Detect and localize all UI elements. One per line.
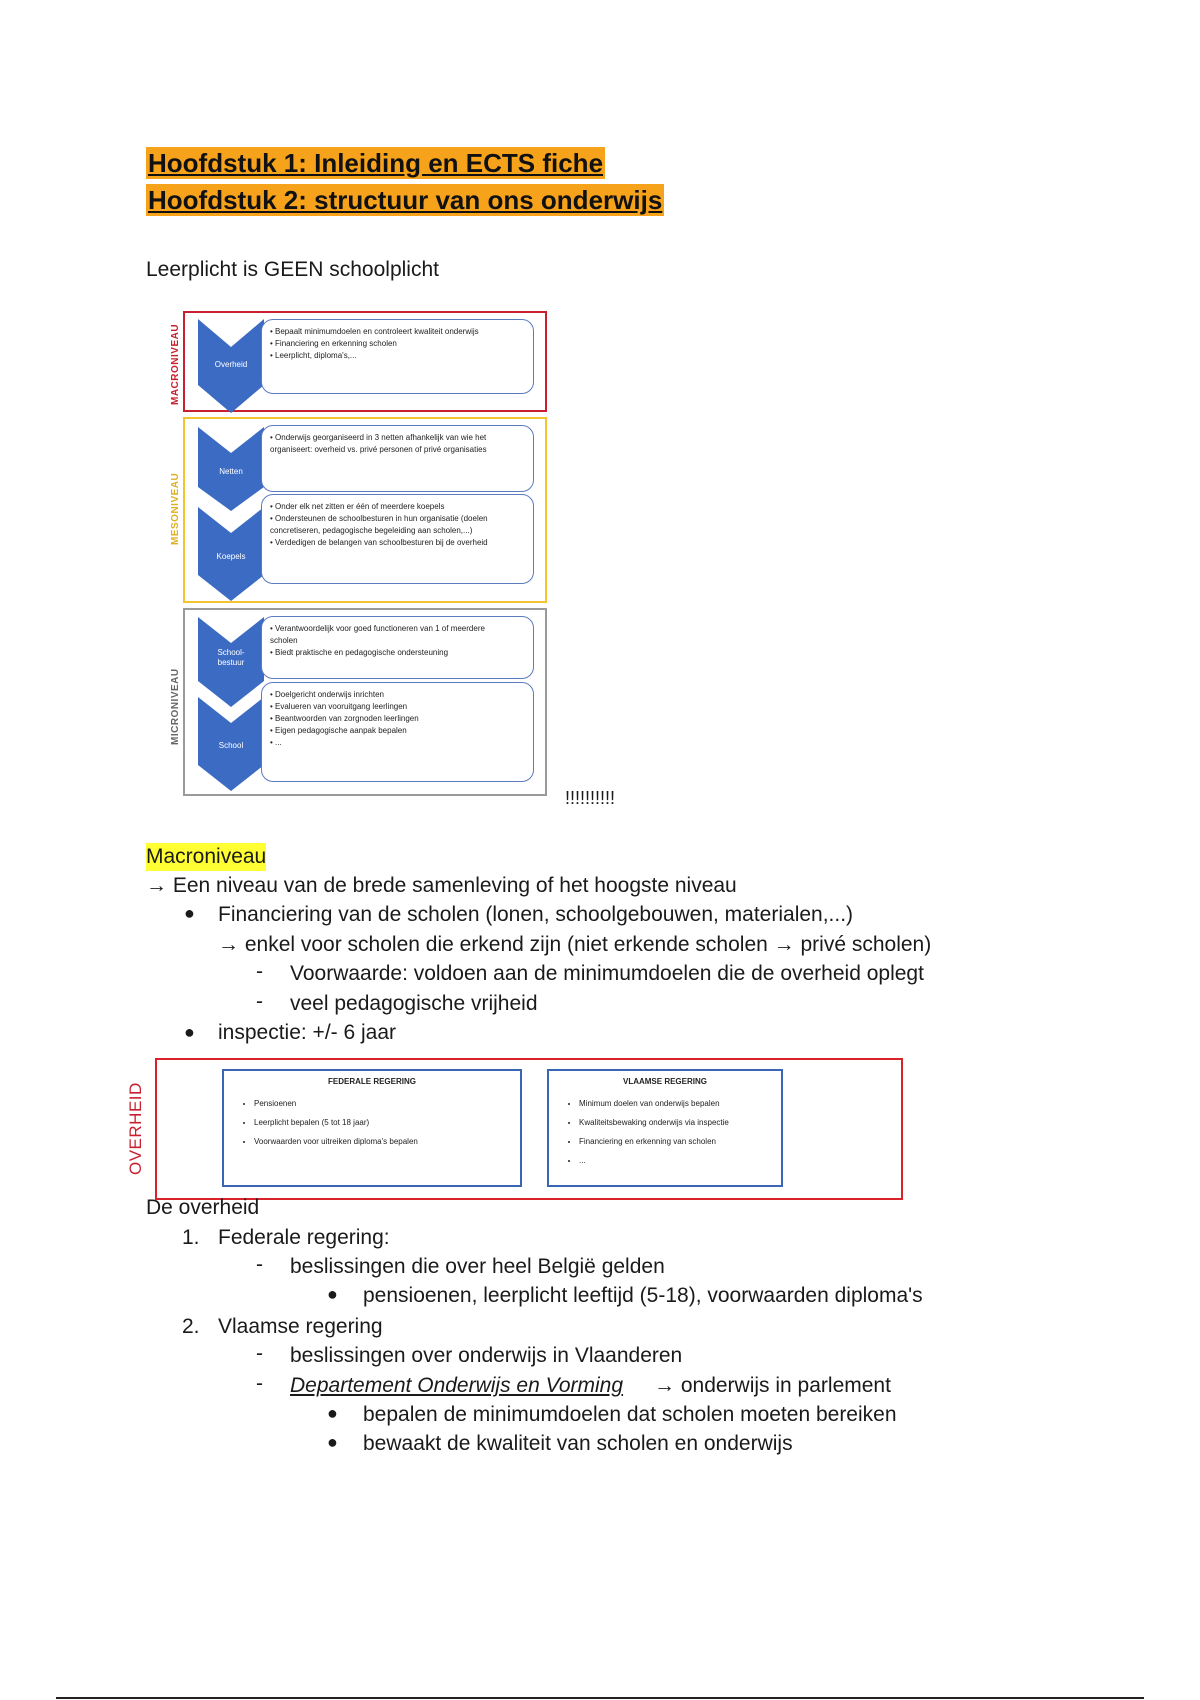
overheid-side-label: OVERHEID	[126, 1082, 145, 1175]
micro-level-label: MICRONIVEAU	[170, 668, 181, 745]
card-line: • Onderwijs georganiseerd in 3 netten afhankelijk van wie het	[270, 433, 487, 442]
federal-item: • Pensioenen	[254, 1094, 520, 1113]
macro-dash-2: veel pedagogische vrijheid	[290, 992, 538, 1015]
overheid-section-title: De overheid	[146, 1196, 260, 1219]
macro-line-1: → Een niveau van de brede samenleving of het hoogste niveau	[146, 874, 737, 897]
card-line: scholen	[270, 636, 298, 645]
schoolbestuur-chevron-label	[201, 648, 261, 668]
footer-rule	[56, 1697, 1144, 1699]
netten-chevron-label: Netten	[219, 467, 243, 476]
macro-sub-1: → enkel voor scholen die erkend zijn (niet erkende scholen → privé scholen)	[218, 933, 932, 956]
bullet-dot: ●	[327, 1284, 338, 1304]
federal-item: • Voorwaarden voor uitreiken diploma's bepalen	[254, 1132, 520, 1151]
federal-heading: Federale regering:	[218, 1226, 390, 1249]
bullet-dot: ●	[327, 1403, 338, 1423]
card-line: concretiseren, pedagogische begeleiding aan scholen,...)	[270, 526, 473, 535]
card-line: • Bepaalt minimumdoelen en controleert kwaliteit onderwijs	[270, 327, 479, 336]
flemish-bullet-1: bepalen de minimumdoelen dat scholen moeten bereiken	[363, 1403, 897, 1426]
dash-marker: -	[256, 1372, 263, 1395]
card-line: • Onder elk net zitten er één of meerdere koepels	[270, 502, 445, 511]
chevron-label-line: bestuur	[217, 658, 245, 667]
dash-marker: -	[256, 960, 263, 983]
chapter-2-heading: Hoofdstuk 2: structuur van ons onderwijs	[148, 185, 663, 215]
chevron-label-line: School-	[217, 648, 245, 657]
list-number: 2.	[182, 1315, 200, 1338]
school-chevron-label: School	[218, 741, 244, 750]
overheid-card	[261, 319, 534, 394]
exclamation-marks: !!!!!!!!!!	[565, 788, 616, 808]
card-line: • ...	[270, 738, 282, 747]
macro-section-title: Macroniveau	[146, 843, 266, 871]
departement-link[interactable]: Departement Onderwijs en Vorming	[290, 1374, 624, 1397]
flemish-box	[547, 1069, 783, 1187]
flemish-heading: Vlaamse regering	[218, 1315, 383, 1338]
card-line: • Verdedigen de belangen van schoolbesturen bij de overheid	[270, 538, 488, 547]
card-line: • Verantwoordelijk voor goed functioneren van 1 of meerdere	[270, 624, 485, 633]
schoolbestuur-card	[261, 616, 534, 679]
flemish-bullet-2: bewaakt de kwaliteit van scholen en onderwijs	[363, 1432, 793, 1455]
card-line: • Beantwoorden van zorgnoden leerlingen	[270, 714, 419, 723]
meso-level-label: MESONIVEAU	[170, 472, 181, 545]
overheid-diagram	[120, 1055, 920, 1200]
bullet-dot: ●	[184, 1022, 195, 1042]
card-line: • Doelgericht onderwijs inrichten	[270, 690, 384, 699]
flemish-item: • Minimum doelen van onderwijs bepalen	[579, 1094, 781, 1113]
macro-level-label: MACRONIVEAU	[170, 323, 181, 405]
netten-card	[261, 425, 534, 492]
bullet-dot: ●	[184, 903, 195, 923]
macro-bullet-1: Financiering van de scholen (lonen, schoolgebouwen, materialen,...)	[218, 903, 854, 926]
federal-dash: beslissingen die over heel België gelden	[290, 1255, 665, 1278]
card-line: • Leerplicht, diploma's,...	[270, 351, 357, 360]
flemish-item: • Kwaliteitsbewaking onderwijs via inspectie	[579, 1113, 781, 1132]
koepels-chevron-label: Koepels	[216, 552, 246, 561]
card-line: • Biedt praktische en pedagogische ondersteuning	[270, 648, 449, 657]
dash-marker: -	[256, 1342, 263, 1365]
chapter-1-heading: Hoofdstuk 1: Inleiding en ECTS fiche	[148, 148, 604, 178]
flemish-dash-1: beslissingen over onderwijs in Vlaanderen	[290, 1344, 683, 1367]
card-line: • Ondersteunen de schoolbesturen in hun organisatie (doelen	[270, 514, 488, 523]
card-line: • Financiering en erkenning scholen	[270, 339, 397, 348]
federal-bullet: pensioenen, leerplicht leeftijd (5-18), voorwaarden diploma's	[363, 1284, 923, 1307]
list-number: 1.	[182, 1226, 200, 1249]
structure-diagram	[160, 305, 560, 795]
intro-text: Leerplicht is GEEN schoolplicht	[146, 258, 439, 281]
card-line: • Eigen pedagogische aanpak bepalen	[270, 726, 407, 735]
koepels-card	[261, 494, 534, 584]
federal-title: FEDERALE REGERING	[327, 1077, 416, 1086]
macro-dash-1: Voorwaarde: voldoen aan de minimumdoelen die de overheid oplegt	[290, 962, 924, 985]
federal-item: • Leerplicht bepalen (5 tot 18 jaar)	[254, 1113, 520, 1132]
card-line: organiseert: overheid vs. privé personen of privé organisaties	[270, 445, 487, 454]
flemish-title: VLAAMSE REGERING	[622, 1077, 707, 1086]
bullet-dot: ●	[327, 1432, 338, 1452]
dash-marker: -	[256, 990, 263, 1013]
flemish-item: • ...	[579, 1151, 781, 1170]
federal-box	[222, 1069, 522, 1187]
macro-bullet-2: inspectie: +/- 6 jaar	[218, 1021, 397, 1044]
school-card	[261, 682, 534, 782]
overheid-chevron-label: Overheid	[214, 360, 248, 369]
flemish-item: • Financiering en erkenning van scholen	[579, 1132, 781, 1151]
card-line: • Evalueren van vooruitgang leerlingen	[270, 702, 408, 711]
dash-marker: -	[256, 1253, 263, 1276]
flemish-dash-2-rest: → onderwijs in parlement	[654, 1374, 891, 1397]
